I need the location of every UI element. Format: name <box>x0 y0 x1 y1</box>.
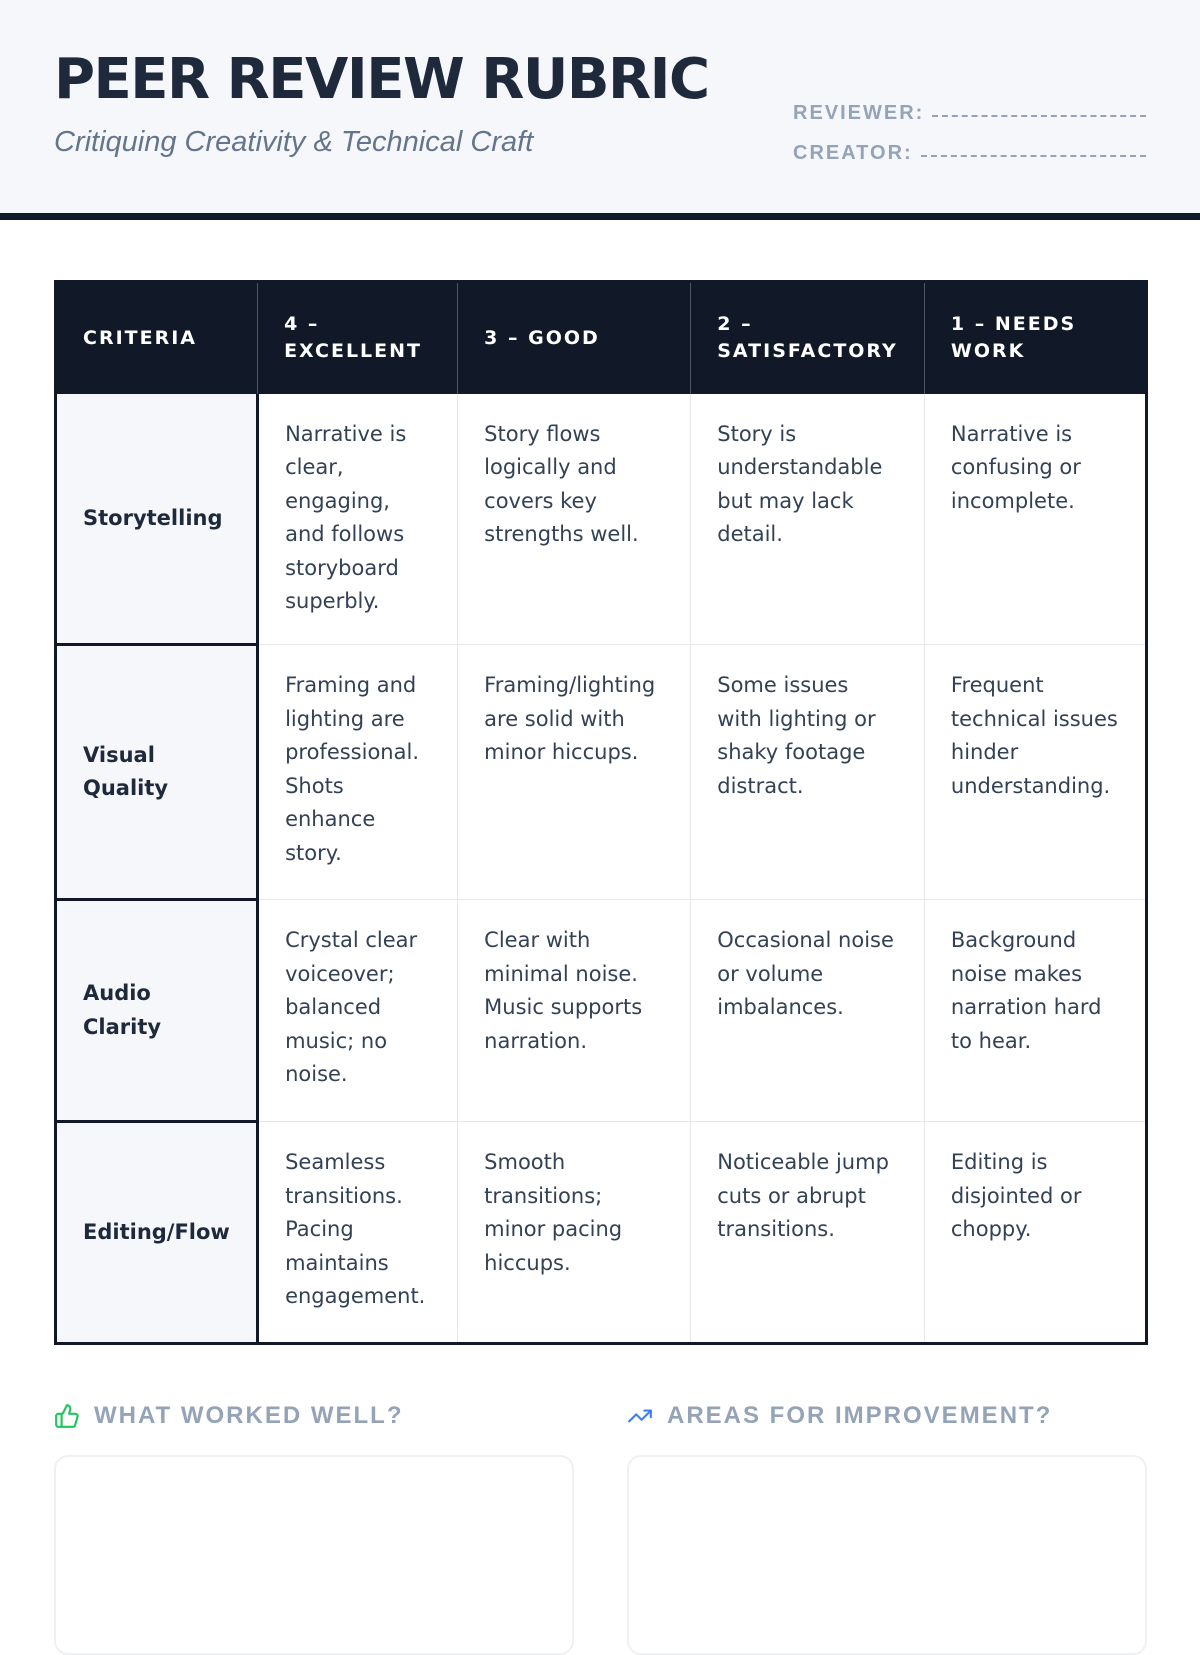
criterion-visual-quality: Visual Quality <box>56 645 258 900</box>
thumbs-up-icon <box>54 1403 80 1429</box>
table-row <box>56 900 1147 1122</box>
worked-well-heading <box>54 1402 404 1430</box>
creator-blank-line[interactable] <box>921 155 1146 157</box>
improvement-heading <box>627 1402 1052 1430</box>
rubric-cell: Clear with minimal noise. Music supports narration. <box>458 900 691 1122</box>
page-subtitle: Critiquing Creativity & Technical Craft <box>54 126 534 158</box>
improvement-textbox[interactable] <box>627 1455 1147 1655</box>
table-row <box>56 1122 1147 1344</box>
rubric-cell: Background noise makes narration hard to hear. <box>924 900 1146 1122</box>
column-header-satisfactory: 2 – SATISFACTORY <box>691 282 925 394</box>
trending-up-icon <box>627 1403 653 1429</box>
rubric-cell: Smooth transitions; minor pacing hiccups. <box>458 1122 691 1344</box>
worked-well-textbox[interactable] <box>54 1455 574 1655</box>
reviewer-label: REVIEWER: <box>793 102 925 124</box>
rubric-cell: Occasional noise or volume imbalances. <box>691 900 925 1122</box>
rubric-cell: Noticeable jump cuts or abrupt transitions. <box>691 1122 925 1344</box>
rubric-cell: Some issues with lighting or shaky footage distract. <box>691 645 925 900</box>
rubric-cell: Seamless transitions. Pacing maintains engagement. <box>258 1122 458 1344</box>
column-header-good: 3 – GOOD <box>458 282 691 394</box>
criterion-audio-clarity: Audio Clarity <box>56 900 258 1122</box>
worked-well-label: WHAT WORKED WELL? <box>94 1402 404 1429</box>
rubric-cell: Frequent technical issues hinder understanding. <box>924 645 1146 900</box>
creator-label: CREATOR: <box>793 142 913 164</box>
rubric-cell: Crystal clear voiceover; balanced music; no noise. <box>258 900 458 1122</box>
rubric-cell: Narrative is confusing or incomplete. <box>924 394 1146 645</box>
rubric-cell: Framing/lighting are solid with minor hiccups. <box>458 645 691 900</box>
column-header-criteria: CRITERIA <box>56 282 258 394</box>
criterion-editing-flow: Editing/Flow <box>56 1122 258 1344</box>
column-header-needs-work: 1 – NEEDS WORK <box>924 282 1146 394</box>
rubric-header-row <box>56 282 1147 394</box>
rubric-cell: Framing and lighting are professional. Shots enhance story. <box>258 645 458 900</box>
table-row <box>56 394 1147 645</box>
rubric-table <box>54 280 1148 1345</box>
column-header-excellent: 4 – EXCELLENT <box>258 282 458 394</box>
criterion-storytelling: Storytelling <box>56 394 258 645</box>
reviewer-field[interactable] <box>793 102 1146 125</box>
table-row <box>56 645 1147 900</box>
rubric-cell: Editing is disjointed or choppy. <box>950 1150 1082 1241</box>
rubric-cell: Story flows logically and covers key strengths well. <box>458 394 691 645</box>
creator-field[interactable] <box>793 142 1146 165</box>
rubric-cell: Narrative is clear, engaging, and follows storyboard superbly. <box>258 394 458 645</box>
rubric-cell: Story is understandable but may lack detail. <box>691 394 925 645</box>
reviewer-blank-line[interactable] <box>932 115 1146 117</box>
header <box>0 0 1200 220</box>
page-title: PEER REVIEW RUBRIC <box>54 47 709 112</box>
improvement-label: AREAS FOR IMPROVEMENT? <box>667 1402 1053 1429</box>
